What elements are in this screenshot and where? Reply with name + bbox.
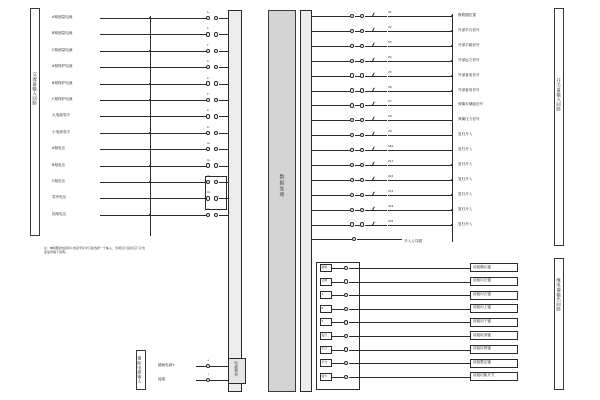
ac-terminal-code: Iᶜ — [207, 42, 209, 47]
ac-terminal-code: I₀ — [207, 108, 209, 113]
di-link — [355, 76, 361, 77]
di-contact-line — [365, 105, 387, 106]
di-terminal-code: X5 — [388, 69, 392, 74]
di-link — [355, 135, 361, 136]
di-terminal-code: X6 — [388, 84, 392, 89]
di-contact-line — [365, 46, 387, 47]
ct-terminal — [206, 163, 210, 167]
left-ac-frame — [30, 8, 40, 236]
di-label: 复归开入 — [458, 206, 473, 211]
di-line-out — [388, 150, 452, 151]
ct-terminal — [206, 65, 210, 69]
di-line-in — [312, 31, 350, 32]
ac-input-lead — [100, 182, 150, 183]
di-contact-line — [365, 180, 387, 181]
di-label: 外部远方信号 — [458, 57, 480, 62]
di-terminal — [360, 222, 364, 226]
di-terminal — [360, 103, 364, 107]
ac-input-lead — [100, 51, 150, 52]
do-out-line — [362, 377, 470, 378]
relay-label: 手合 — [321, 346, 328, 351]
di-label: 弹簧压力信号 — [458, 117, 480, 122]
di-terminal-code: X3 — [388, 39, 392, 44]
aux-frame-label: 辅助电源输入 — [137, 356, 143, 384]
ac-terminal-code: Uₑ — [207, 157, 211, 162]
di-link — [355, 16, 361, 17]
di-terminal — [360, 59, 364, 63]
relay-label: 信号 — [321, 373, 328, 378]
di-terminal-code: X7 — [388, 99, 392, 104]
di-line-out — [388, 61, 452, 62]
ac-to-bus-line — [219, 100, 228, 101]
ac-input-line — [150, 116, 208, 117]
di-contact-line — [365, 31, 387, 32]
di-terminal-code: X14 — [388, 203, 394, 208]
di-terminal-code: X15 — [388, 218, 394, 223]
relay-out-line — [349, 295, 363, 296]
di-terminal — [360, 118, 364, 122]
left-ac-frame-label: 交流量输入回路 — [31, 72, 37, 106]
relay-label: 1 — [321, 292, 324, 296]
di-terminal-code: X13 — [388, 188, 394, 193]
do-out-line — [362, 363, 470, 364]
di-link — [355, 210, 361, 211]
di-line-in — [312, 150, 350, 151]
di-terminal-code: X8 — [388, 114, 392, 119]
di-line-out — [388, 46, 452, 47]
di-link — [355, 105, 361, 106]
ac-input-lead — [100, 166, 150, 167]
aux-input-line — [196, 380, 228, 381]
di-terminal — [360, 133, 364, 137]
ct-terminal — [206, 16, 210, 20]
ac-input-line — [150, 84, 208, 85]
aux-terminal — [206, 378, 210, 382]
ac-input-line — [150, 67, 208, 68]
ac-to-bus-line — [219, 133, 228, 134]
ct-terminal — [214, 163, 218, 167]
relay-label: 合闸 — [321, 278, 328, 283]
ac-to-bus-line — [219, 51, 228, 52]
di-line-out — [388, 195, 452, 196]
ac-input-line — [150, 100, 208, 101]
do-out-label: 前板向左键 — [473, 278, 491, 283]
relay-line — [332, 350, 344, 351]
di-line-out — [388, 135, 452, 136]
ct-terminal — [206, 131, 210, 135]
ac-input-lead — [100, 133, 150, 134]
di-link — [355, 180, 361, 181]
di-common-line — [312, 239, 352, 240]
ac-to-bus-line — [219, 84, 228, 85]
do-out-line — [362, 322, 470, 323]
ac-input-line — [150, 182, 208, 183]
do-out-line — [362, 282, 470, 283]
ct-terminal — [214, 131, 218, 135]
di-terminal — [360, 178, 364, 182]
di-label: 外部手合信号 — [458, 27, 480, 32]
ct-terminal — [214, 81, 218, 85]
di-contact-line — [365, 150, 387, 151]
ac-input-label: 小电流零序 — [52, 129, 70, 134]
di-label: 断路器位置 — [458, 13, 476, 17]
ct-terminal — [214, 98, 218, 102]
ct-terminal — [206, 114, 210, 118]
ac-input-line — [150, 133, 208, 134]
ac-to-bus-line — [219, 67, 228, 68]
di-line-out — [388, 210, 452, 211]
di-link — [355, 31, 361, 32]
relay-out-line — [349, 282, 363, 283]
di-label: 外部手跳信号 — [458, 42, 480, 47]
ct-terminal — [206, 49, 210, 53]
ac-terminal-code: Iₐ — [207, 10, 209, 14]
di-link — [355, 195, 361, 196]
di-terminal — [360, 148, 364, 152]
ac-input-line — [150, 18, 208, 19]
relay-label: 复归 — [321, 332, 328, 337]
ac-terminal-code: Iₑ' — [207, 75, 210, 80]
do-out-label: 前板确认键 — [473, 264, 491, 269]
ac-input-lead — [100, 116, 150, 117]
di-line-out — [388, 225, 452, 226]
di-label: 外部备用信号 — [458, 87, 480, 92]
ct-terminal — [206, 32, 210, 36]
di-line-in — [312, 76, 350, 77]
di-line-out — [388, 76, 452, 77]
relay-line — [332, 295, 344, 296]
relay-label: 手分 — [321, 360, 328, 364]
di-terminal — [360, 29, 364, 33]
di-line-in — [312, 120, 350, 121]
di-line-in — [312, 135, 350, 136]
ac-to-bus-line — [219, 215, 228, 216]
di-line-in — [312, 105, 350, 106]
left-bus-strip — [228, 10, 242, 392]
ac-terminal-code: Uᶜ — [207, 174, 210, 178]
di-label: 复归开入 — [458, 132, 473, 137]
di-line-out — [388, 165, 452, 166]
di-link — [355, 120, 361, 121]
ct-terminal — [214, 65, 218, 69]
do-out-label: 前板挂锁键 — [473, 346, 491, 351]
di-line-in — [312, 91, 350, 92]
di-terminal — [360, 44, 364, 48]
di-label: 复归开入 — [458, 162, 473, 166]
ct-terminal — [214, 16, 218, 20]
ac-input-lead — [100, 67, 150, 68]
di-contact-line — [365, 165, 387, 166]
di-contact-line — [365, 16, 387, 17]
relay-out-line — [349, 322, 363, 323]
ac-terminal-code: Iₑ — [207, 26, 209, 31]
ac-input-line — [150, 215, 208, 216]
do-out-line — [362, 350, 470, 351]
di-collector-line — [452, 14, 453, 242]
ac-input-line — [150, 51, 208, 52]
ac-input-lead — [100, 84, 150, 85]
di-label: 复归开入 — [458, 176, 473, 181]
di-link — [355, 46, 361, 47]
di-contact-line — [365, 91, 387, 92]
di-label: 复归开入 — [458, 147, 473, 152]
ct-terminal — [214, 32, 218, 36]
do-out-label: 前板切换开关 — [473, 373, 495, 378]
ct-group-box — [205, 176, 227, 210]
ac-input-label: B相电压 — [52, 162, 66, 167]
relay-out-line — [349, 377, 363, 378]
di-terminal — [360, 208, 364, 212]
do-out-label: 前板向下键 — [473, 319, 491, 323]
di-label: 复归开入 — [458, 191, 473, 196]
cpu-block — [268, 10, 296, 392]
di-link — [355, 91, 361, 92]
di-common-line2 — [357, 239, 402, 240]
ac-terminal-code: Iₐ' — [207, 59, 210, 64]
relay-line — [332, 377, 344, 378]
power-module-label: 电源模块 — [233, 361, 238, 377]
do-out-line — [362, 295, 470, 296]
cpu-label: 数据处理 — [278, 173, 285, 198]
di-terminal — [360, 14, 364, 18]
do-out-label: 前板向右键 — [473, 291, 491, 296]
ac-input-label: C相电压 — [52, 179, 66, 183]
ac-input-label: B相测量电流 — [52, 31, 73, 36]
di-line-in — [312, 195, 350, 196]
ac-terminal-code: U₀ — [207, 190, 211, 195]
ac-input-label: A相保护电流 — [52, 64, 73, 69]
ct-terminal — [206, 213, 210, 217]
ac-terminal-code: Uₐ — [207, 141, 211, 146]
di-line-out — [388, 180, 452, 181]
di-line-out — [388, 91, 452, 92]
di-line-out — [388, 31, 452, 32]
di-common-label: 开入公共端 — [404, 239, 422, 243]
do-out-label: 前板向上键 — [473, 305, 491, 310]
di-terminal — [360, 73, 364, 77]
di-link — [355, 165, 361, 166]
ac-input-lead — [100, 18, 150, 19]
di-line-out — [388, 105, 452, 106]
aux-terminal-code: + — [207, 358, 210, 362]
aux-terminal-code: ⏚ — [207, 372, 210, 376]
ac-input-lead — [100, 34, 150, 35]
di-contact-line — [365, 61, 387, 62]
di-contact-line — [365, 135, 387, 136]
di-line-in — [312, 165, 350, 166]
relay-out-line — [349, 363, 363, 364]
di-contact-line — [365, 120, 387, 121]
relay-line — [332, 363, 344, 364]
ac-input-label: 抽取电压 — [52, 211, 67, 216]
ac-collector-line — [150, 16, 151, 236]
ac-input-label: 大电流零序 — [52, 113, 70, 118]
di-contact-line — [365, 210, 387, 211]
di-line-out — [388, 120, 452, 121]
do-out-label: 前板取消键 — [473, 332, 491, 337]
ac-input-lead — [100, 215, 150, 216]
relay-line — [332, 322, 344, 323]
ac-input-label: C相保护电流 — [52, 97, 73, 101]
ac-input-lead — [100, 198, 150, 199]
di-line-in — [312, 16, 350, 17]
di-link — [355, 61, 361, 62]
relay-out-line — [349, 268, 363, 269]
di-terminal-code: X9 — [388, 129, 392, 134]
ac-terminal-code: Iᶜ' — [207, 92, 210, 96]
relay-line — [332, 336, 344, 337]
ct-terminal — [214, 49, 218, 53]
ct-terminal — [214, 213, 218, 217]
di-terminal-code: X10 — [388, 144, 394, 149]
ac-to-bus-line — [219, 34, 228, 35]
ac-input-lead — [100, 100, 150, 101]
di-line-in — [312, 225, 350, 226]
di-terminal-code: X4 — [388, 54, 392, 59]
ct-terminal — [206, 98, 210, 102]
di-label: 复归开入 — [458, 221, 473, 226]
ac-input-label: B相保护电流 — [52, 80, 73, 85]
ac-input-label: 零序电压 — [52, 195, 67, 200]
relay-out-line — [349, 309, 363, 310]
di-link — [355, 225, 361, 226]
di-line-in — [312, 180, 350, 181]
ac-input-label: C相测量电流 — [52, 47, 73, 52]
ac-input-label: A相测量电流 — [52, 15, 73, 19]
do-out-line — [362, 268, 470, 269]
di-contact-line — [365, 76, 387, 77]
di-link — [355, 150, 361, 151]
ac-input-line — [150, 166, 208, 167]
di-terminal-code: X11 — [388, 159, 394, 163]
di-label: 弹簧未储能信号 — [458, 102, 484, 107]
right-di-frame-label: 开关量输入回路 — [555, 78, 561, 112]
di-contact-line — [365, 195, 387, 196]
ac-input-line — [150, 198, 208, 199]
ac-to-bus-line — [219, 166, 228, 167]
ac-input-line — [150, 149, 208, 150]
relay-line — [332, 268, 344, 269]
aux-terminal — [206, 364, 210, 368]
ac-to-bus-line — [219, 149, 228, 150]
di-terminal — [360, 88, 364, 92]
ac-input-label: A相电压 — [52, 146, 66, 151]
relay-label: 3 — [321, 319, 324, 324]
aux-input-label: 辅助电源+ — [158, 363, 176, 367]
relay-line — [332, 282, 344, 283]
ac-input-line — [150, 34, 208, 35]
do-out-line — [362, 336, 470, 337]
ct-terminal — [206, 81, 210, 85]
di-line-in — [312, 210, 350, 211]
relay-out-line — [349, 336, 363, 337]
relay-line — [332, 309, 344, 310]
ct-terminal — [214, 114, 218, 118]
ac-to-bus-line — [219, 116, 228, 117]
ac-terminal-code: Uₓ — [207, 206, 211, 211]
di-line-in — [312, 46, 350, 47]
relay-out-line — [349, 350, 363, 351]
ac-to-bus-line — [219, 18, 228, 19]
ac-input-lead — [100, 149, 150, 150]
right-do-frame-label: 继电器输出回路 — [555, 278, 561, 312]
ct-terminal — [214, 147, 218, 151]
di-line-out — [388, 16, 452, 17]
right-bus-strip — [300, 10, 312, 392]
ct-terminal — [206, 147, 210, 151]
aux-input-line — [196, 366, 228, 367]
di-terminal-code: X1 — [388, 10, 392, 14]
di-terminal-code: X12 — [388, 173, 394, 178]
ac-terminal-code: I₀' — [207, 124, 210, 129]
di-contact-line — [365, 225, 387, 226]
do-out-line — [362, 309, 470, 310]
note-text: 注：B相测量电流和小电流零序中只能选择一个输入，该项目订货时应订正电流复用端子说明。 — [44, 246, 146, 255]
di-label: 外部备用信号 — [458, 72, 480, 77]
relay-label: 跳闸 — [321, 264, 328, 269]
right-di-frame — [554, 8, 564, 246]
do-out-label: 前板整定键 — [473, 359, 491, 364]
di-terminal — [360, 163, 364, 167]
di-terminal — [360, 193, 364, 197]
di-line-in — [312, 61, 350, 62]
relay-label: 2 — [321, 305, 324, 310]
di-terminal-code: X2 — [388, 24, 392, 29]
aux-input-label: 接地 — [158, 377, 166, 381]
